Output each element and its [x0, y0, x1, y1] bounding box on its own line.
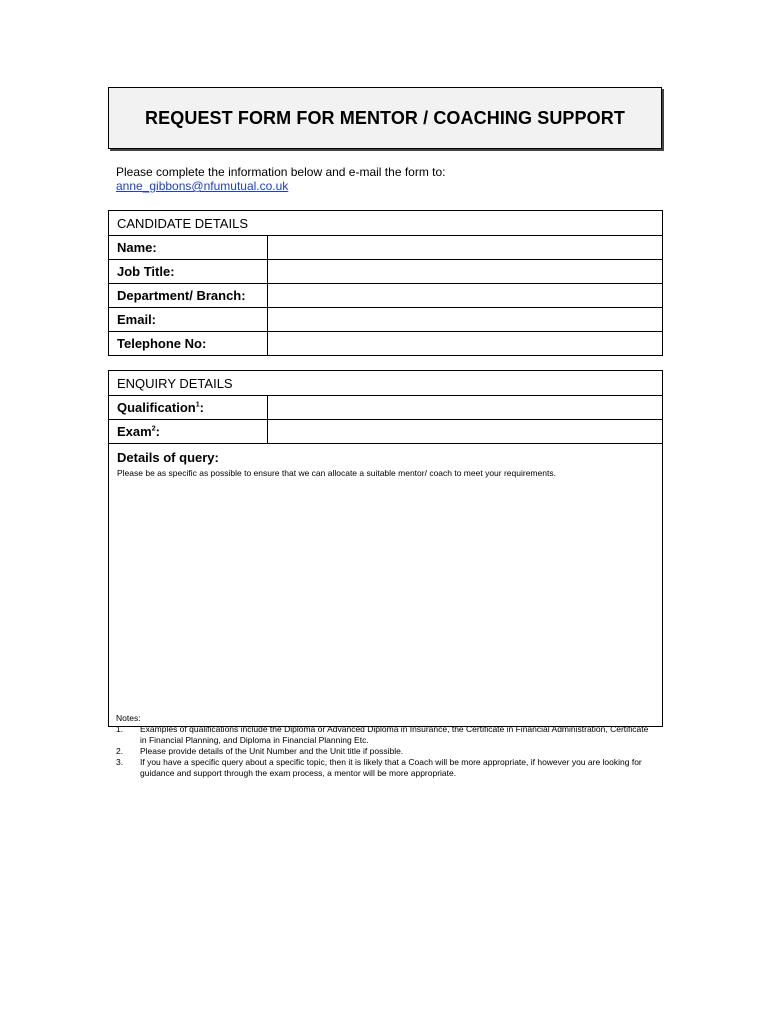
telephone-label: Telephone No:	[109, 332, 268, 356]
footnote-2-marker: 2	[151, 425, 156, 433]
details-of-query-label: Details of query:	[117, 450, 219, 465]
details-of-query-field[interactable]	[109, 444, 663, 727]
candidate-details-table	[108, 210, 663, 356]
note-item	[116, 724, 656, 746]
candidate-details-heading: CANDIDATE DETAILS	[109, 211, 663, 236]
note-item	[116, 746, 656, 757]
note-text: If you have a specific query about a specific topic, then it is likely that a Coach will be more appropriate, if however you are looking for guidance and support through the exam process, a mentor will be more appropriate.	[140, 757, 642, 778]
footnote-1-marker: 1	[195, 401, 200, 409]
job-title-label: Job Title:	[109, 260, 268, 284]
note-number: 1.	[116, 724, 124, 734]
note-number: 3.	[116, 757, 124, 767]
qualification-label: Qualification$^1$:	[109, 396, 268, 420]
notes	[116, 713, 656, 779]
department-branch-label: Department/ Branch:	[109, 284, 268, 308]
name-field[interactable]	[268, 236, 663, 260]
intro-text: Please complete the information below and e-mail the form to:	[116, 165, 446, 179]
qualification-field[interactable]	[268, 396, 663, 420]
email-field[interactable]	[268, 308, 663, 332]
note-text: Please provide details of the Unit Number and the Unit title if possible.	[140, 746, 404, 756]
enquiry-details-heading: ENQUIRY DETAILS	[109, 371, 663, 396]
title-box	[108, 87, 662, 149]
form-title: REQUEST FORM FOR MENTOR / COACHING SUPPORT	[145, 107, 625, 128]
enquiry-details-table	[108, 370, 663, 727]
telephone-field[interactable]	[268, 332, 663, 356]
email-link[interactable]: anne_gibbons@nfumutual.co.uk	[116, 179, 289, 193]
exam-label: Exam$^2$:	[109, 420, 268, 444]
note-text: Examples of qualifications include the Diploma or Advanced Diploma in Insurance, the Certificate in Financial Administration, Certificate in Financial Planning, and Diploma in Financial Planning Etc.	[140, 724, 649, 745]
notes-heading: Notes:	[116, 713, 141, 723]
details-of-query-hint: Please be as specific as possible to ensure that we can allocate a suitable mentor/ coach to meet your requirements.	[117, 468, 556, 478]
note-item	[116, 757, 656, 779]
exam-field[interactable]	[268, 420, 663, 444]
intro	[116, 165, 446, 193]
department-branch-field[interactable]	[268, 284, 663, 308]
email-label: Email:	[109, 308, 268, 332]
job-title-field[interactable]	[268, 260, 663, 284]
name-label: Name:	[109, 236, 268, 260]
note-number: 2.	[116, 746, 124, 756]
